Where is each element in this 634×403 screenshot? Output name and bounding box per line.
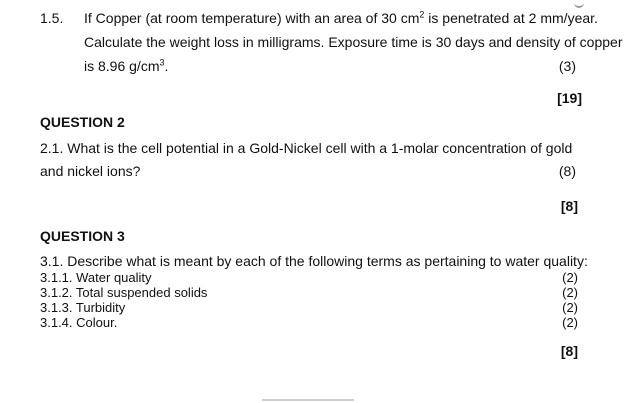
cropped-mark bbox=[574, 0, 584, 8]
question-number: 1.5. bbox=[40, 10, 64, 26]
section-total: [8] bbox=[560, 198, 578, 214]
marks: (8) bbox=[558, 163, 576, 179]
section-total: [8] bbox=[560, 343, 578, 359]
section-heading: QUESTION 2 bbox=[40, 114, 125, 130]
section-heading: QUESTION 3 bbox=[40, 228, 125, 244]
list-item: 3.1.1. Water quality bbox=[40, 270, 152, 285]
question-text-line: and nickel ions? bbox=[40, 163, 141, 179]
list-item: 3.1.2. Total suspended solids bbox=[40, 285, 208, 300]
cropped-text-remnant bbox=[262, 399, 354, 401]
question-text-line: If Copper (at room temperature) with an area of 30 $cm^2$ is penetrated at 2 mm/year. bbox=[84, 9, 598, 26]
list-item: 3.1.4. Colour. bbox=[40, 315, 118, 330]
question-text-line: 3.1. Describe what is meant by each of the following terms as pertaining to water quality: bbox=[40, 253, 588, 269]
section-total: [19] bbox=[557, 90, 582, 106]
marks: (2) bbox=[562, 270, 578, 285]
marks: (3) bbox=[558, 58, 576, 74]
list-item: 3.1.3. Turbidity bbox=[40, 300, 126, 315]
marks: (2) bbox=[562, 285, 578, 300]
marks: (2) bbox=[562, 300, 578, 315]
question-text-line: Calculate the weight loss in milligrams. Exposure time is 30 days and density of copper bbox=[84, 34, 623, 50]
marks: (2) bbox=[562, 315, 578, 330]
question-text-line: is 8.96 $g/cm^3$. bbox=[84, 57, 169, 74]
question-text-line: 2.1. What is the cell potential in a Gold-Nickel cell with a 1-molar concentration of gold bbox=[40, 140, 573, 156]
